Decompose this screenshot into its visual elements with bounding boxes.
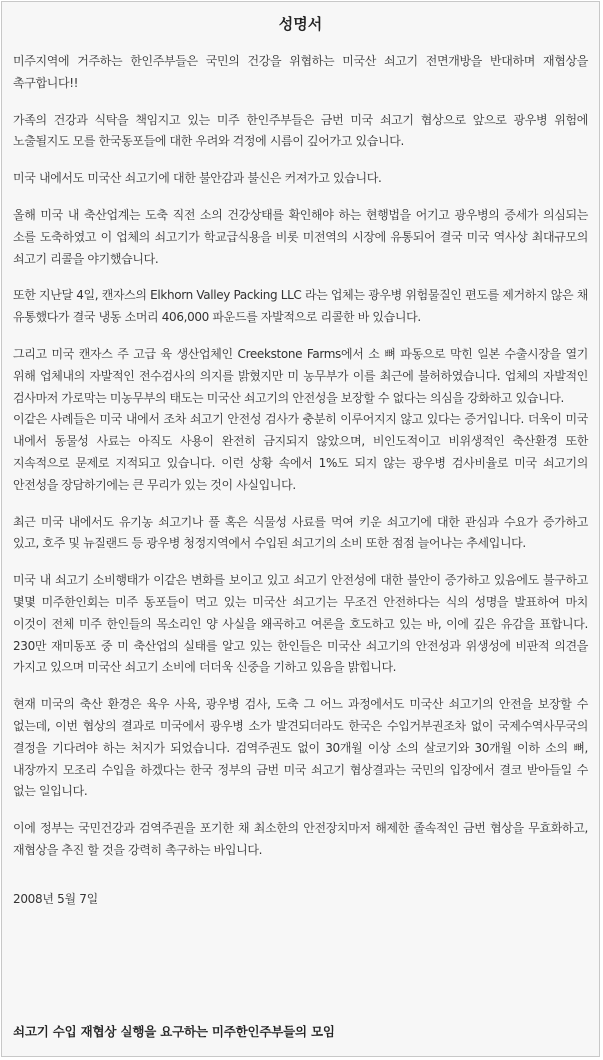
paragraph-concern: 가족의 건강과 식탁을 책임지고 있는 미주 한인주부들은 금번 미국 쇠고기 협상으로 앞으로 광우병 위험에 노출될지도 모를 한국동포들에 대한 우려와 걱정에 시름이 깊어가고 있습니다. — [13, 112, 588, 149]
statement-panel — [1, 1, 600, 1057]
paragraph-demand: 이에 정부는 국민건강과 검역주권을 포기한 채 최소한의 안전장치마저 해제한 졸속적인 금번 협상을 무효화하고, 재협상을 추진 할 것을 강력히 촉구하는 바입니다. — [13, 821, 588, 857]
paragraph-intro: 미주지역에 거주하는 한인주부들은 국민의 건강을 위협하는 미국산 쇠고기 전면개방을 반대하며 재협상을 촉구합니다!! — [13, 54, 588, 90]
paragraph-elkhorn: 또한 지난달 4일, 캔자스의 Elkhorn Valley Packing LLC 라는 업체는 광우병 위험물질인 편도를 제거하지 않은 채 유통했다가 결국 냉동 소머리 406,000 파운드를 자발적으로 리콜한 바 있습니다. — [13, 288, 588, 325]
paragraph-creekstone: 그리고 미국 캔자스 주 고급 육 생산업체인 Creekstone Farms에서 소 뼈 파동으로 막힌 일본 수출시장을 열기 위해 업체내의 자발적인 전수검사의 의지를 밝혔지만 미 농무부가 이를 최근에 불허하였습니다. 업체의 자발적인 검사마저 가로막는 미농무부의 태도는 미국산 쇠고기의 안전성을 보장할 수 없다는 의심을 강화하고 있습니다. — [13, 346, 588, 405]
paragraph-negotiation: 현재 미국의 축산 환경은 육우 사육, 광우병 검사, 도축 그 어느 과정에서도 미국산 쇠고기의 안전을 보장할 수 없는데, 이번 협상의 결과로 미국에서 광우병 소가 발견되더라도 한국은 수입거부권조차 없이 국제수역사무국의 결정을 기다려야 하는 처지가 되었습니다. 검역주권도 없이 30개월 이상 소의 살코기와 30개월 이하 소의 뼈, 내장까지 모조리 수입을 하겠다는 한국 정부의 금번 미국 쇠고기 협상결과는 국민의 입장에서 결코 받아들일 수 없는 일입니다. — [13, 697, 588, 799]
statement-title: 성명서 — [278, 15, 323, 33]
paragraph-evidence: 이같은 사례들은 미국 내에서 조차 쇠고기 안전성 검사가 충분히 이루어지지 않고 있다는 증거입니다. 더욱이 미국 내에서 동물성 사료는 아직도 사용이 완전히 금지되지 않았으며, 비인도적이고 비위생적인 축산환경 또한 지속적으로 문제로 지적되고 있습니다. 이런 상황 속에서 1%도 되지 않는 광우병 검사비율로 미국 쇠고기의 안전성을 장담하기에는 큰 무리가 있는 것이 사실입니다. — [13, 412, 588, 492]
paragraph-recall: 올해 미국 내 축산업계는 도축 직전 소의 건강상태를 확인해야 하는 현행법을 어기고 광우병의 증세가 의심되는 소를 도축하였고 이 업체의 쇠고기가 학교급식용을 비롯 미전역의 시장에 유통되어 결국 미국 역사상 최대규모의 쇠고기 리콜을 야기했습니다. — [13, 207, 588, 266]
paragraph-korean-association: 미국 내 쇠고기 소비행태가 이같은 변화를 보이고 있고 쇠고기 안전성에 대한 불안이 증가하고 있음에도 불구하고 몇몇 미주한인회는 미주 동포들이 먹고 있는 미국산 쇠고기는 무조건 안전하다는 식의 성명을 발표하여 마치 이것이 전체 미주 한인들의 목소리인 양 사실을 왜곡하고 여론을 호도하고 있는 바, 이에 깊은 유감을 표합니다. 230만 재미동포 중 미 축산업의 실태를 알고 있는 한인들은 미국산 쇠고기의 안전성과 위생성에 비판적 의견을 가지고 있으며 미국산 쇠고기 소비에 더더욱 신중을 기하고 있음을 밝힙니다. — [13, 573, 588, 675]
paragraph-trend: 최근 미국 내에서도 유기농 쇠고기나 풀 혹은 식물성 사료를 먹여 키운 쇠고기에 대한 관심과 수요가 증가하고 있고, 호주 및 뉴질랜드 등 광우병 청정지역에서 수입된 쇠고기의 소비 또한 점점 늘어나는 추세입니다. — [13, 514, 588, 551]
statement-body — [13, 14, 588, 910]
paragraph-distrust: 미국 내에서도 미국산 쇠고기에 대한 불안감과 불신은 커져가고 있습니다. — [13, 171, 382, 186]
statement-date: 2008년 5월 7일 — [13, 891, 98, 906]
statement-signature: 쇠고기 수입 재협상 실행을 요구하는 미주한인주부들의 모임 — [13, 1024, 335, 1039]
